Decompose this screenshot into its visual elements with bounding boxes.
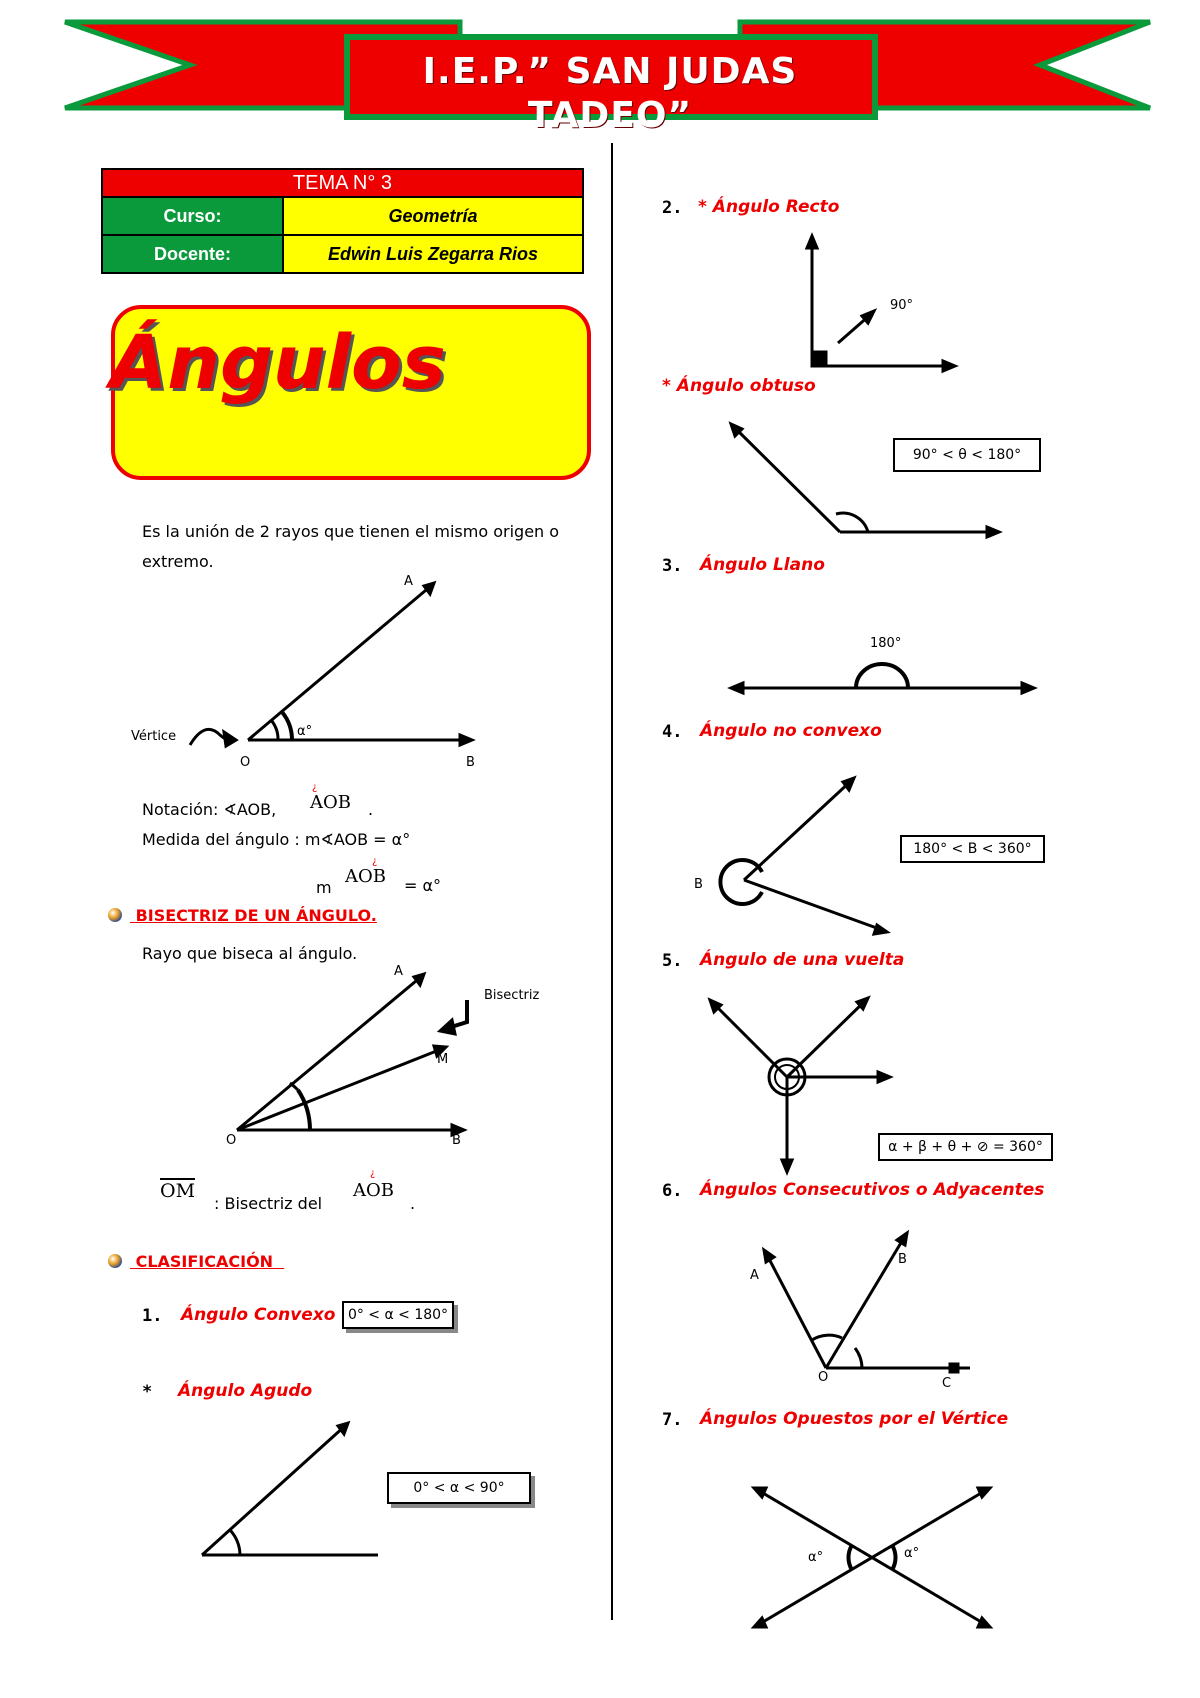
opuestos-alpha-right: α° bbox=[904, 1546, 920, 1561]
noconvexo-range-box: 180° < B < 360° bbox=[900, 835, 1045, 863]
clasificacion-heading bbox=[130, 1252, 284, 1271]
notation-end: . bbox=[368, 800, 374, 819]
cons-label-a: A bbox=[750, 1268, 759, 1283]
opuestos-alpha-left: α° bbox=[808, 1550, 824, 1565]
bullet-icon bbox=[108, 908, 122, 922]
om-label: OM bbox=[160, 1180, 196, 1202]
curso-label: Curso: bbox=[102, 197, 283, 235]
notation-mark-2: ¿ bbox=[372, 856, 378, 867]
adjacent-angles-figure bbox=[764, 1233, 970, 1372]
agudo-range-box: 0° < α < 90° bbox=[387, 1472, 531, 1504]
item-7-number: 7. bbox=[662, 1410, 683, 1430]
bisectriz-desc: Rayo que biseca al ángulo. bbox=[142, 944, 358, 963]
intro-line-1: Es la unión de 2 rayos que tienen el mismo origen o bbox=[142, 522, 560, 541]
tema-table bbox=[101, 168, 584, 274]
right-angle-figure bbox=[807, 236, 955, 371]
item-3-number: 3. bbox=[662, 556, 683, 576]
bis-label-a: A bbox=[394, 964, 403, 979]
notation-aob-1: AOB bbox=[310, 792, 351, 813]
recto-deg: 90° bbox=[890, 298, 914, 313]
item-5-number: 5. bbox=[662, 951, 683, 971]
straight-angle-figure bbox=[731, 664, 1034, 693]
bullet-icon bbox=[108, 1254, 122, 1268]
cons-label-b: B bbox=[898, 1252, 907, 1267]
bis-mark: ¿ bbox=[370, 1168, 376, 1179]
curso-value: Geometría bbox=[283, 197, 583, 235]
fig1-label-a: A bbox=[404, 574, 413, 589]
notation-mark-1: ¿ bbox=[312, 782, 318, 793]
fig1-label-alpha: α° bbox=[297, 724, 313, 739]
acute-angle-figure bbox=[202, 1423, 378, 1555]
noconvexo-label-b: B bbox=[694, 877, 703, 892]
item-consecutivos: Ángulos Consecutivos o Adyacentes bbox=[700, 1180, 1045, 1200]
bis-label-o: O bbox=[226, 1133, 237, 1148]
bis-aob: AOB bbox=[353, 1180, 394, 1201]
item-vuelta: Ángulo de una vuelta bbox=[700, 950, 905, 970]
cons-label-o: O bbox=[818, 1370, 829, 1385]
fig1-label-b: B bbox=[466, 755, 475, 770]
bisectriz-heading-text: BISECTRIZ DE UN ÁNGULO. bbox=[135, 906, 377, 925]
item-1-number: 1. bbox=[142, 1306, 163, 1326]
item-agudo: Ángulo Agudo bbox=[178, 1381, 313, 1401]
bisectriz-heading bbox=[130, 906, 377, 925]
item-noconvexo: Ángulo no convexo bbox=[700, 721, 882, 741]
banner-title: I.E.P.” SAN JUDAS TADEO” bbox=[422, 51, 798, 136]
cons-label-c: C bbox=[942, 1376, 952, 1391]
notation-aob-2: AOB bbox=[345, 866, 386, 887]
obtuso-range-box: 90° < θ < 180° bbox=[893, 438, 1041, 472]
bis-label-b: B bbox=[452, 1133, 461, 1148]
item-llano: Ángulo Llano bbox=[700, 555, 825, 575]
llano-deg: 180° bbox=[870, 636, 902, 651]
bis-end: . bbox=[410, 1194, 416, 1213]
notation-line-1: Notación: ∢AOB, bbox=[142, 800, 277, 819]
bis-label-bisectriz: Bisectriz bbox=[484, 988, 540, 1003]
item-2-number: 2. bbox=[662, 198, 683, 218]
intro-line-2: extremo. bbox=[142, 552, 214, 571]
item-recto: * Ángulo Recto bbox=[698, 197, 840, 217]
bis-label-m: M bbox=[437, 1052, 449, 1067]
tema-header: TEMA N° 3 bbox=[102, 169, 583, 197]
convexo-range-box: 0° < α < 180° bbox=[342, 1301, 454, 1329]
bis-caption: : Bisectriz del bbox=[214, 1194, 323, 1213]
docente-label: Docente: bbox=[102, 235, 283, 273]
item-convexo: Ángulo Convexo bbox=[181, 1305, 336, 1325]
item-opuestos: Ángulos Opuestos por el Vértice bbox=[700, 1409, 1009, 1429]
reflex-angle-figure bbox=[720, 778, 887, 934]
fig1-label-o: O bbox=[240, 755, 251, 770]
full-turn-figure bbox=[710, 998, 890, 1172]
vuelta-eq-box: α + β + θ + ⊘ = 360° bbox=[878, 1133, 1053, 1161]
item-4-number: 4. bbox=[662, 722, 683, 742]
item-star: * bbox=[142, 1382, 153, 1402]
item-6-number: 6. bbox=[662, 1181, 683, 1201]
clasificacion-heading-text: CLASIFICACIÓN bbox=[135, 1252, 274, 1271]
fig1-label-vertice: Vértice bbox=[131, 729, 177, 744]
notation-line-2: Medida del ángulo : m∢AOB = α° bbox=[142, 830, 411, 849]
docente-value: Edwin Luis Zegarra Rios bbox=[283, 235, 583, 273]
bisectriz-figure bbox=[237, 974, 467, 1135]
notation-m: m bbox=[316, 878, 332, 897]
notation-eq: = α° bbox=[404, 876, 442, 895]
item-obtuso: * Ángulo obtuso bbox=[662, 376, 816, 396]
page-title: Ángulos bbox=[110, 320, 446, 406]
vertical-angles-figure bbox=[754, 1488, 990, 1627]
angle-aob-figure bbox=[190, 583, 472, 746]
